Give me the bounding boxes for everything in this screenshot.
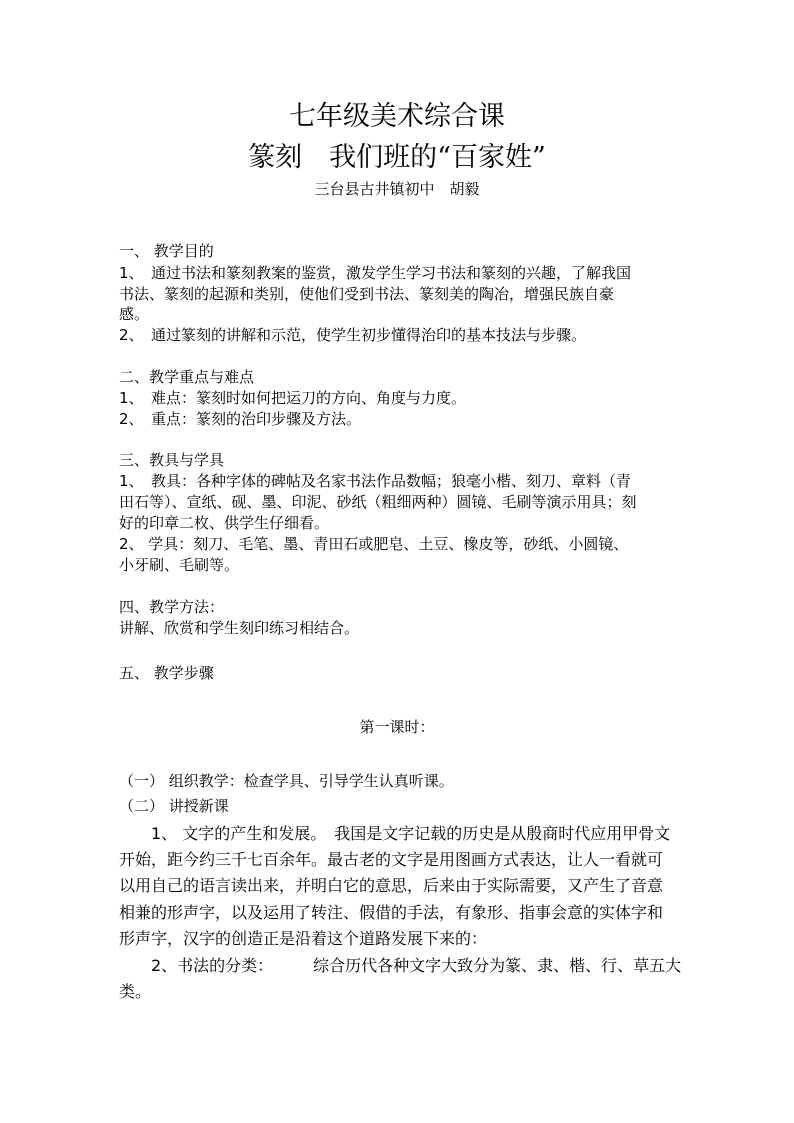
lesson-heading: 第一课时： — [359, 718, 435, 736]
section-heading-methods: 四、教学方法： — [119, 598, 225, 616]
objective-2: 2、 通过篆刻的讲解和示范，使学生初步懂得治印的基本技法与步骤。 — [119, 326, 587, 344]
paragraph-1-line-4: 相兼的形声字，以及运用了转注、假借的手法，有象形、指事会意的实体字和 — [119, 903, 664, 922]
objective-1-line-3: 感。 — [119, 305, 150, 323]
step-organize: （一） 组织教学：检查学具、引导学生认真听课。 — [119, 772, 454, 790]
key-point-focus: 2、 重点：篆刻的治印步骤及方法。 — [119, 410, 362, 428]
student-materials-line-2: 小牙刷、毛刷等。 — [119, 556, 240, 574]
methods-text: 讲解、欣赏和学生刻印练习相结合。 — [119, 619, 360, 637]
document-subtitle: 篆刻 我们班的“百家姓” — [248, 142, 546, 173]
section-heading-objectives: 一、 教学目的 — [119, 242, 214, 260]
paragraph-1-line-1: 1、 文字的产生和发展。 我国是文字记载的历史是从殷商时代应用甲骨文 — [119, 824, 671, 843]
paragraph-1-line-3: 以用自己的语言读出来，并明白它的意思，后来由于实际需要，又产生了音意 — [119, 876, 664, 895]
teacher-materials-line-3: 好的印章二枚、供学生仔细看。 — [119, 514, 330, 532]
step-new-lesson: （二） 讲授新课 — [119, 797, 229, 815]
paragraph-1-line-2: 开始，距今约三千七百余年。最古老的文字是用图画方式表达，让人一看就可 — [119, 850, 664, 869]
author-line: 三台县古井镇初中 胡毅 — [314, 180, 480, 198]
key-point-difficulty: 1、 难点：篆刻时如何把运刀的方向、角度与力度。 — [119, 389, 467, 407]
paragraph-1-line-5: 形声字，汉字的创造正是沿着这个道路发展下来的： — [119, 929, 488, 948]
document-title: 七年级美术综合课 — [289, 101, 505, 132]
objective-1-line-2: 书法、篆刻的起源和类别，使他们受到书法、篆刻美的陶冶，增强民族自豪 — [119, 285, 615, 303]
section-heading-materials: 三、教具与学具 — [119, 451, 225, 469]
paragraph-2-line-1: 2、书法的分类： 综合历代各种文字大致分为篆、隶、楷、行、草五大 — [119, 956, 682, 975]
student-materials-line-1: 2、 学具：刻刀、毛笔、墨、青田石或肥皂、土豆、橡皮等，砂纸、小圆镜、 — [119, 535, 629, 553]
section-heading-key-points: 二、教学重点与难点 — [119, 368, 255, 386]
teacher-materials-line-2: 田石等）、宣纸、砚、墨、印泥、砂纸（粗细两种）圆镜、毛刷等演示用具；刻 — [119, 493, 637, 511]
paragraph-2-line-2: 类。 — [119, 982, 152, 1001]
section-heading-steps: 五、 教学步骤 — [119, 664, 214, 682]
teacher-materials-line-1: 1、 教具：各种字体的碑帖及名家书法作品数幅；狼毫小楷、刻刀、章料（青 — [119, 472, 632, 490]
objective-1-line-1: 1、 通过书法和篆刻教案的鉴赏，激发学生学习书法和篆刻的兴趣，了解我国 — [119, 264, 632, 282]
